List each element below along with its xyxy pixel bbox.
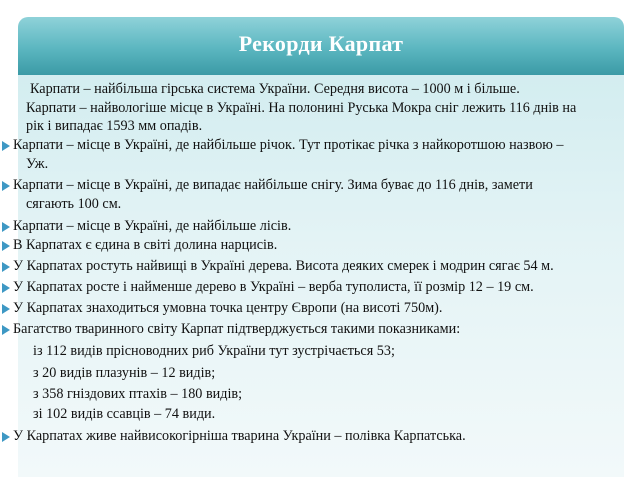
bullet-icon bbox=[2, 304, 10, 314]
line-14: із 112 видів прісноводних риб України тут зустрічається 53; bbox=[33, 343, 395, 359]
bullet-icon bbox=[2, 222, 10, 232]
line-10: У Карпатах ростуть найвищі в Україні дерева. Висота деяких смерек і модрин сягає 54 м. bbox=[13, 258, 554, 274]
line-11: У Карпатах росте і найменше дерево в Україні – верба туполиста, її розмір 12 – 19 см. bbox=[13, 279, 534, 295]
line-5: Уж. bbox=[26, 156, 49, 172]
line-16: з 358 гніздових птахів – 180 видів; bbox=[33, 386, 243, 402]
line-18: У Карпатах живе найвисокогірніша тварина України – полівка Карпатська. bbox=[13, 428, 466, 444]
line-13: Багатство тваринного світу Карпат підтверджується такими показниками: bbox=[13, 321, 461, 337]
line-3: рік і випадає 1593 мм опадів. bbox=[26, 118, 203, 134]
line-12: У Карпатах знаходиться умовна точка центру Європи (на висоті 750м). bbox=[13, 300, 443, 316]
bullet-icon bbox=[2, 141, 10, 151]
bullet-icon bbox=[2, 181, 10, 191]
line-6: Карпати – місце в Україні, де випадає найбільше снігу. Зима буває до 116 днів, замети bbox=[13, 177, 533, 193]
line-7: сягають 100 см. bbox=[26, 196, 122, 212]
bullet-icon bbox=[2, 325, 10, 335]
line-4: Карпати – місце в Україні, де найбільше річок. Тут протікає річка з найкоротшою назвою – bbox=[13, 137, 564, 153]
line-1: Карпати – найбільша гірська система України. Середня висота – 1000 м і більше. bbox=[30, 81, 520, 97]
bullet-icon bbox=[2, 283, 10, 293]
bullet-icon bbox=[2, 241, 10, 251]
line-2: Карпати – найвологіше місце в Україні. На полонині Руська Мокра сніг лежить 116 днів на bbox=[26, 100, 577, 116]
bullet-icon bbox=[2, 432, 10, 442]
line-17: зі 102 видів ссавців – 74 види. bbox=[33, 406, 216, 422]
bullet-icon bbox=[2, 262, 10, 272]
slide-title: Рекорди Карпат bbox=[238, 31, 404, 56]
line-8: Карпати – місце в Україні, де найбільше лісів. bbox=[13, 218, 292, 234]
line-9: В Карпатах є єдина в світі долина нарцисів. bbox=[13, 237, 278, 253]
line-15: з 20 видів плазунів – 12 видів; bbox=[33, 365, 216, 381]
slide-title-bar bbox=[18, 17, 624, 75]
